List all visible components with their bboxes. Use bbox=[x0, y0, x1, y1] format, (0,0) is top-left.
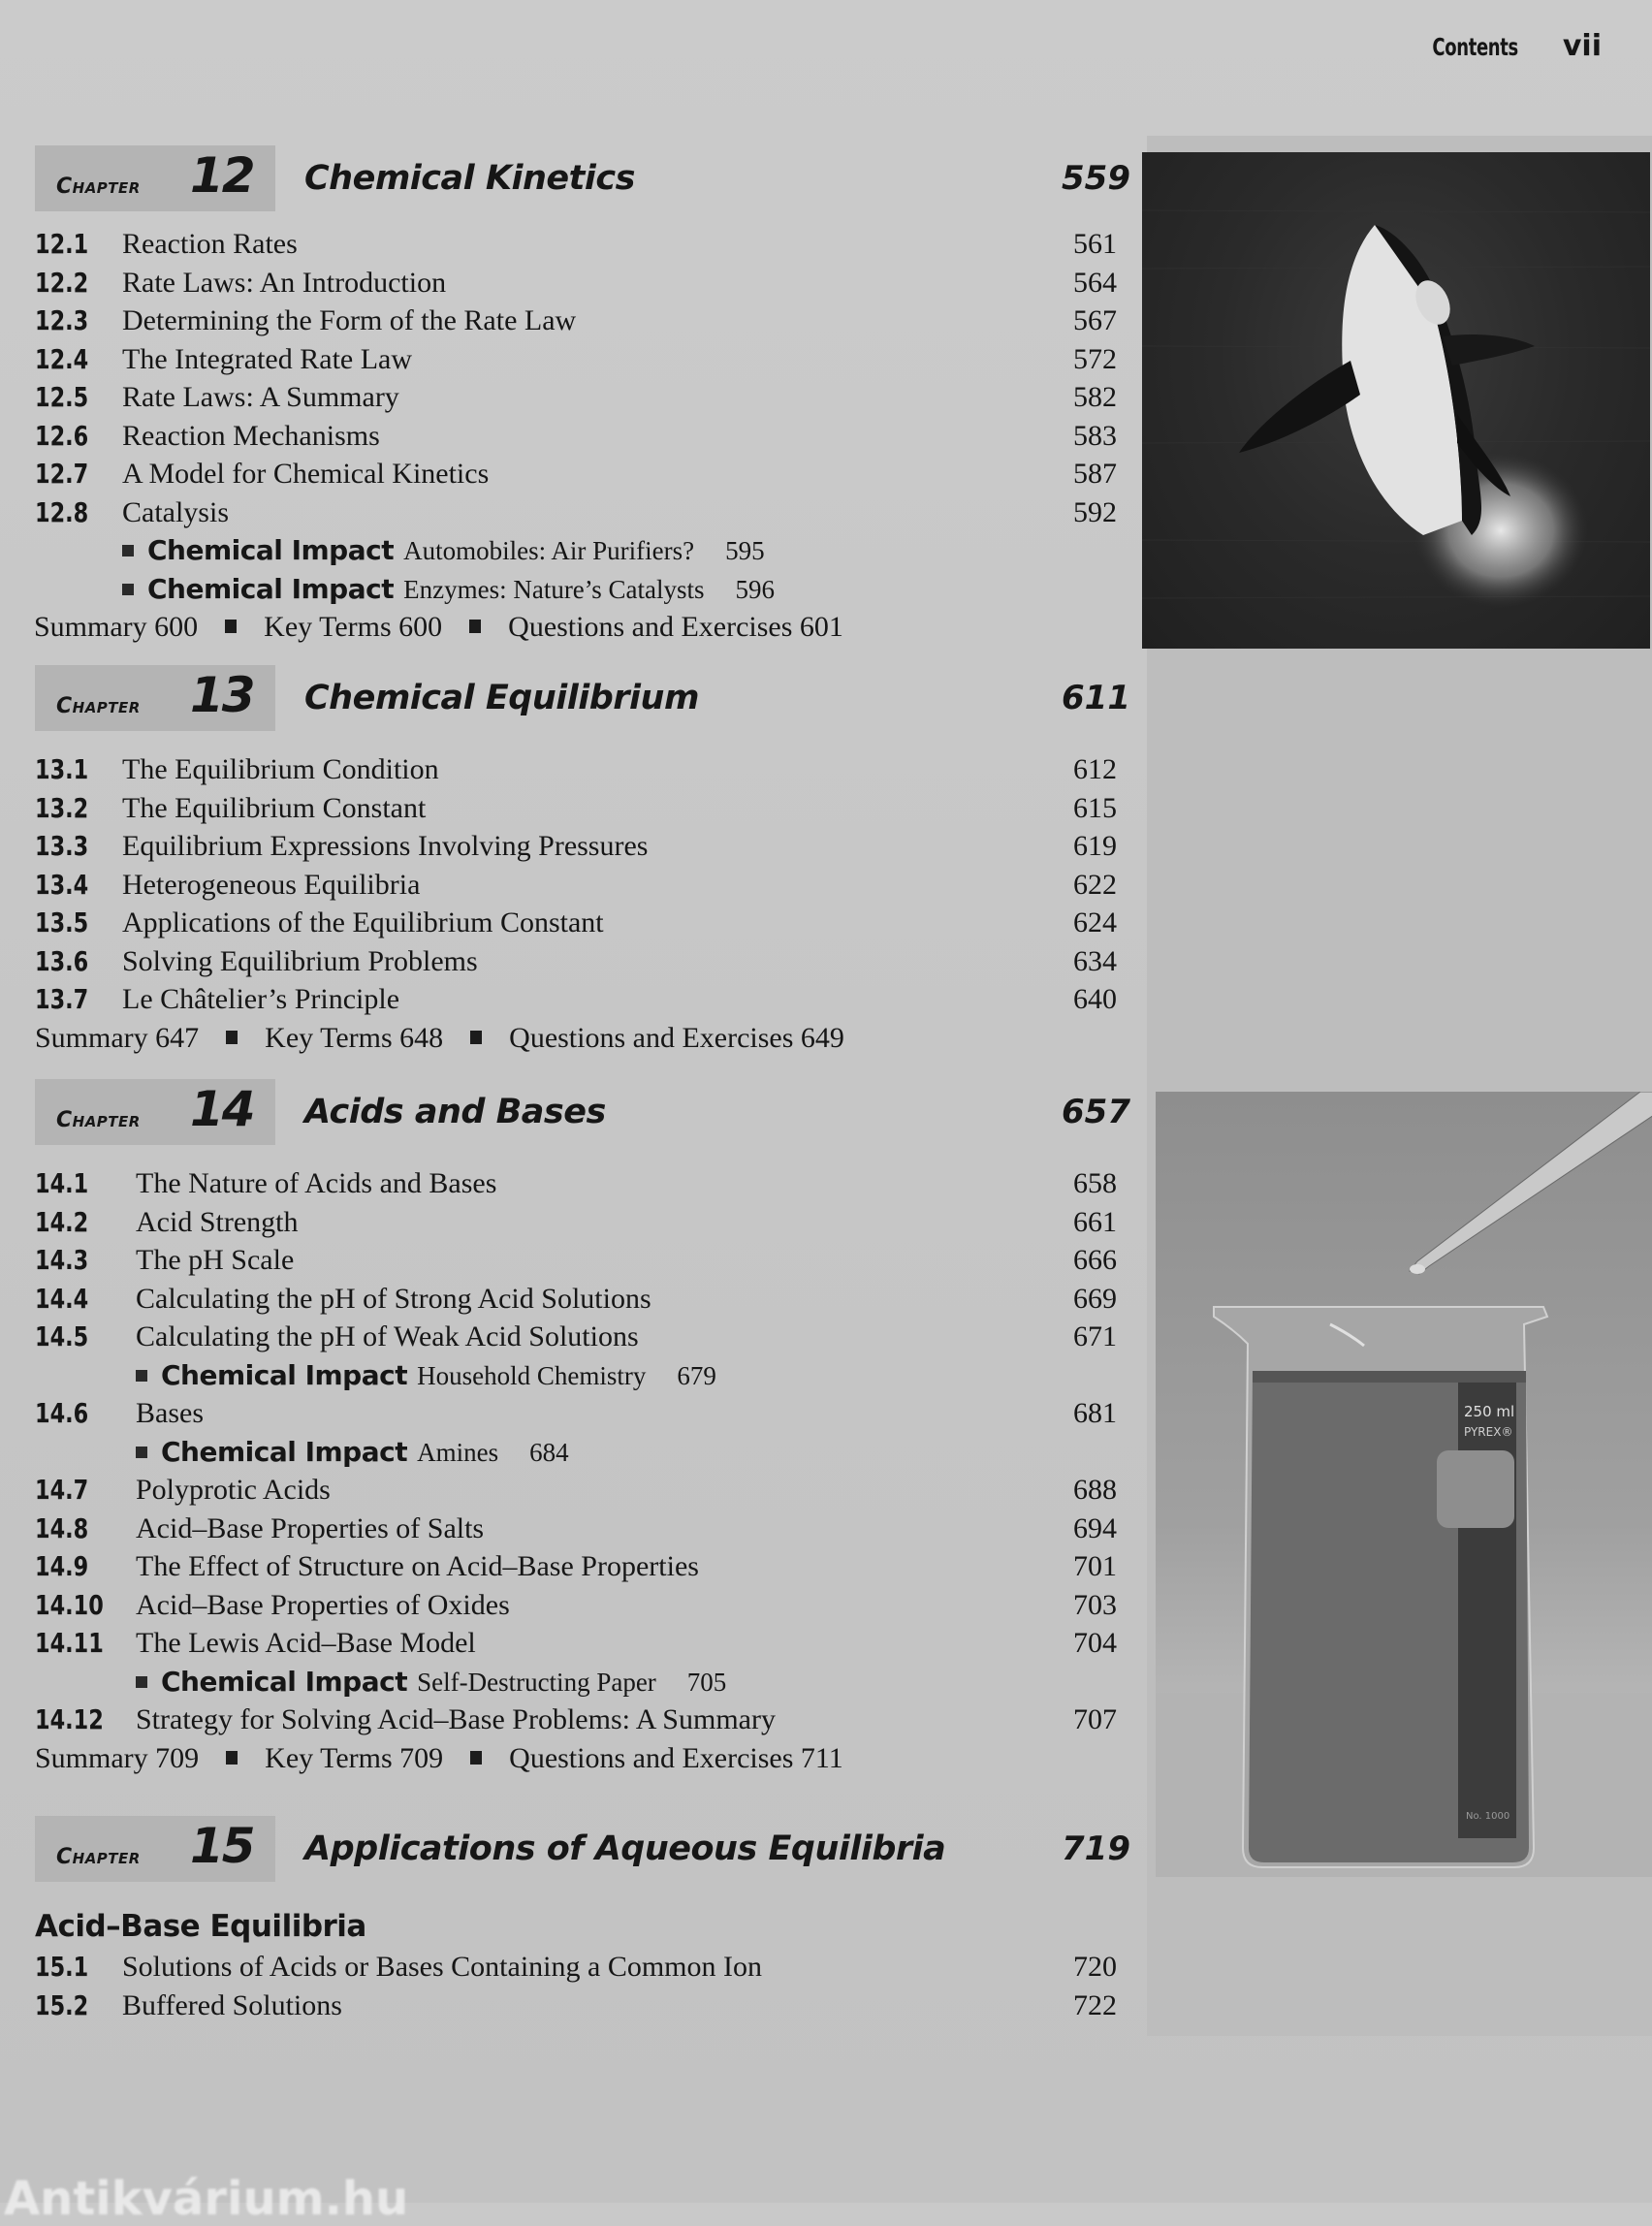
key-terms-page: 709 bbox=[399, 1741, 444, 1774]
section-title: Applications of the Equilibrium Constant bbox=[122, 906, 604, 938]
beaker-brand-label: PYREX® bbox=[1464, 1425, 1513, 1439]
chapter-title: Acids and Bases bbox=[304, 1093, 606, 1131]
section-number: 12.8 bbox=[35, 495, 89, 528]
section-number: 13.4 bbox=[35, 868, 89, 901]
toc-entry[interactable] bbox=[35, 417, 1130, 456]
toc-entry[interactable] bbox=[35, 942, 1130, 981]
chapter-number: 12 bbox=[190, 147, 254, 204]
toc-entry[interactable] bbox=[35, 1701, 1130, 1739]
section-title: Acid Strength bbox=[136, 1205, 299, 1238]
chapter-summary-line bbox=[35, 1019, 1130, 1058]
impact-title: Enzymes: Nature’s Catalysts bbox=[403, 574, 705, 604]
section-number: 14.12 bbox=[35, 1703, 104, 1735]
toc-entry[interactable] bbox=[35, 1948, 1130, 1987]
section-page: 587 bbox=[1073, 458, 1117, 490]
section-title: Calculating the pH of Weak Acid Solutions bbox=[136, 1320, 639, 1352]
section-page: 703 bbox=[1073, 1588, 1117, 1621]
section-title: Solutions of Acids or Bases Containing a Common Ion bbox=[122, 1951, 762, 1983]
chapter-heading[interactable] bbox=[35, 1079, 1130, 1147]
section-title: Reaction Mechanisms bbox=[122, 419, 380, 452]
questions-link[interactable]: Questions and Exercises bbox=[509, 1021, 794, 1054]
chapter-title: Chemical Kinetics bbox=[304, 159, 635, 198]
section-number: 12.5 bbox=[35, 381, 89, 413]
impact-title: Self-Destructing Paper bbox=[417, 1667, 656, 1697]
section-title: Buffered Solutions bbox=[122, 1988, 342, 2021]
summary-page: 709 bbox=[155, 1741, 200, 1774]
section-title: Bases bbox=[136, 1397, 204, 1429]
impact-label: Chemical Impact bbox=[147, 534, 395, 566]
section-page: 669 bbox=[1073, 1282, 1117, 1315]
section-number: 13.1 bbox=[35, 753, 89, 785]
toc-entry[interactable] bbox=[35, 1164, 1130, 1203]
square-bullet-icon bbox=[122, 545, 134, 556]
toc-entry[interactable] bbox=[35, 493, 1130, 532]
chapter-page: 719 bbox=[1062, 1829, 1130, 1868]
square-separator-icon bbox=[470, 1751, 482, 1765]
chapter-12 bbox=[35, 145, 1130, 647]
square-bullet-icon bbox=[136, 1447, 147, 1458]
running-head-title: Contents bbox=[1432, 33, 1518, 61]
section-number: 14.4 bbox=[35, 1282, 89, 1315]
section-number: 15.2 bbox=[35, 1988, 89, 2021]
section-number: 14.3 bbox=[35, 1244, 89, 1276]
section-number: 15.1 bbox=[35, 1951, 89, 1983]
toc-entry[interactable] bbox=[35, 1510, 1130, 1548]
chapter-15 bbox=[35, 1816, 1130, 2024]
toc-entry[interactable] bbox=[35, 904, 1130, 942]
section-title: Determining the Form of the Rate Law bbox=[122, 304, 577, 336]
chapter-label: Chapter bbox=[56, 175, 141, 199]
chapter-14 bbox=[35, 1079, 1130, 1778]
toc-entry[interactable] bbox=[35, 1624, 1130, 1663]
section-page: 612 bbox=[1073, 753, 1117, 785]
impact-title: Amines bbox=[417, 1437, 499, 1467]
beaker-with-pipette-icon bbox=[1156, 1092, 1652, 1877]
square-separator-icon bbox=[226, 1031, 238, 1044]
key-terms-link[interactable]: Key Terms bbox=[264, 611, 392, 643]
square-bullet-icon bbox=[136, 1676, 147, 1688]
summary-page: 647 bbox=[155, 1021, 200, 1054]
section-number: 14.6 bbox=[35, 1397, 89, 1429]
impact-label: Chemical Impact bbox=[161, 1665, 408, 1698]
section-number: 13.5 bbox=[35, 906, 89, 938]
summary-link[interactable]: Summary bbox=[35, 1741, 148, 1774]
section-title: The Lewis Acid–Base Model bbox=[136, 1627, 476, 1659]
questions-link[interactable]: Questions and Exercises bbox=[508, 611, 793, 643]
section-page: 583 bbox=[1073, 419, 1117, 452]
orca-illustration-icon bbox=[1142, 152, 1650, 649]
toc-entry[interactable] bbox=[35, 789, 1130, 828]
section-page: 640 bbox=[1073, 983, 1117, 1015]
section-title: The Equilibrium Condition bbox=[122, 753, 439, 785]
section-title: Calculating the pH of Strong Acid Solutions bbox=[136, 1282, 651, 1315]
key-terms-link[interactable]: Key Terms bbox=[265, 1021, 393, 1054]
section-title: Strategy for Solving Acid–Base Problems: A Summary bbox=[136, 1703, 776, 1735]
chemical-impact-entry[interactable] bbox=[35, 1663, 1130, 1701]
section-number: 13.7 bbox=[35, 983, 89, 1015]
chapter-13 bbox=[35, 665, 1130, 1058]
section-number: 12.3 bbox=[35, 304, 89, 336]
section-title: The pH Scale bbox=[136, 1244, 295, 1276]
chapter-summary-line bbox=[34, 608, 1130, 647]
section-number: 14.10 bbox=[35, 1588, 104, 1621]
section-title: The Effect of Structure on Acid–Base Properties bbox=[136, 1550, 699, 1582]
chapter-page: 559 bbox=[1062, 159, 1130, 198]
running-head bbox=[1399, 29, 1602, 63]
section-title: Polyprotic Acids bbox=[136, 1474, 331, 1506]
toc-entry[interactable] bbox=[35, 980, 1130, 1019]
toc-entry[interactable] bbox=[35, 378, 1130, 417]
section-number: 12.1 bbox=[35, 228, 89, 260]
questions-link[interactable]: Questions and Exercises bbox=[509, 1741, 794, 1774]
toc-entry[interactable] bbox=[35, 1394, 1130, 1433]
section-number: 12.6 bbox=[35, 419, 89, 452]
chapter-number: 14 bbox=[190, 1081, 254, 1137]
impact-title: Household Chemistry bbox=[417, 1360, 647, 1390]
toc-entry[interactable] bbox=[35, 264, 1130, 302]
impact-page: 595 bbox=[725, 536, 765, 565]
chemical-impact-entry[interactable] bbox=[35, 531, 1130, 570]
questions-page: 649 bbox=[800, 1021, 844, 1054]
section-page: 564 bbox=[1073, 266, 1117, 299]
square-separator-icon bbox=[225, 620, 237, 633]
toc-entry[interactable] bbox=[35, 1241, 1130, 1280]
section-page: 582 bbox=[1073, 381, 1117, 413]
toc-entry[interactable] bbox=[35, 1547, 1130, 1586]
section-page: 658 bbox=[1073, 1167, 1117, 1199]
page-number: vii bbox=[1562, 29, 1602, 63]
section-title: Reaction Rates bbox=[122, 228, 298, 260]
chapter-label: Chapter bbox=[56, 1108, 141, 1132]
section-number: 14.2 bbox=[35, 1205, 89, 1238]
chemical-impact-entry[interactable] bbox=[35, 570, 1130, 609]
section-number: 13.2 bbox=[35, 791, 89, 824]
toc-entry[interactable] bbox=[35, 750, 1130, 789]
impact-page: 679 bbox=[677, 1360, 716, 1390]
beaker-photo bbox=[1156, 1092, 1652, 1877]
questions-page: 711 bbox=[800, 1741, 843, 1774]
section-page: 567 bbox=[1073, 304, 1117, 336]
impact-label: Chemical Impact bbox=[147, 572, 395, 605]
chapter-title: Chemical Equilibrium bbox=[304, 679, 699, 717]
section-page: 671 bbox=[1073, 1320, 1117, 1352]
chemical-impact-entry[interactable] bbox=[35, 1356, 1130, 1395]
beaker-volume-label: 250 ml bbox=[1464, 1403, 1515, 1420]
square-separator-icon bbox=[469, 620, 481, 633]
section-title: Le Châtelier’s Principle bbox=[122, 983, 400, 1015]
toc-entry[interactable] bbox=[35, 1586, 1130, 1625]
section-page: 634 bbox=[1073, 944, 1117, 977]
toc-entry[interactable] bbox=[35, 1280, 1130, 1319]
section-number: 14.7 bbox=[35, 1474, 89, 1506]
chapter-number: 15 bbox=[190, 1818, 254, 1874]
key-terms-link[interactable]: Key Terms bbox=[265, 1741, 393, 1774]
summary-page: 600 bbox=[154, 611, 199, 643]
section-title: Catalysis bbox=[122, 495, 229, 528]
section-number: 14.1 bbox=[35, 1167, 89, 1199]
square-separator-icon bbox=[226, 1751, 238, 1765]
toc-entry[interactable] bbox=[35, 827, 1130, 866]
square-bullet-icon bbox=[122, 584, 134, 595]
section-page: 681 bbox=[1073, 1397, 1117, 1429]
chapter-heading[interactable] bbox=[35, 145, 1130, 213]
section-number: 12.7 bbox=[35, 458, 89, 490]
section-page: 592 bbox=[1073, 495, 1117, 528]
beaker-part-label: No. 1000 bbox=[1466, 1811, 1510, 1822]
section-title: Equilibrium Expressions Involving Pressures bbox=[122, 830, 649, 862]
section-title: The Equilibrium Constant bbox=[122, 791, 427, 824]
section-page: 572 bbox=[1073, 342, 1117, 375]
chapter-label: Chapter bbox=[56, 1845, 141, 1869]
section-title: Solving Equilibrium Problems bbox=[122, 944, 478, 977]
watermark: Antikvárium.hu bbox=[4, 2172, 409, 2226]
chapter-page: 657 bbox=[1062, 1093, 1130, 1131]
section-page: 624 bbox=[1073, 906, 1117, 938]
chapter-number: 13 bbox=[190, 667, 254, 723]
section-page: 688 bbox=[1073, 1474, 1117, 1506]
impact-page: 684 bbox=[529, 1437, 569, 1467]
impact-title: Automobiles: Air Purifiers? bbox=[403, 536, 695, 565]
section-title: Rate Laws: An Introduction bbox=[122, 266, 447, 299]
section-number: 13.6 bbox=[35, 944, 89, 977]
toc-entry[interactable] bbox=[35, 340, 1130, 379]
section-number: 13.3 bbox=[35, 830, 89, 862]
toc-entry[interactable] bbox=[35, 1318, 1130, 1356]
section-page: 704 bbox=[1073, 1627, 1117, 1659]
section-title: The Integrated Rate Law bbox=[122, 342, 413, 375]
section-title: Acid–Base Properties of Salts bbox=[136, 1511, 485, 1544]
chapter-heading[interactable] bbox=[35, 665, 1130, 733]
toc-entry[interactable] bbox=[35, 1203, 1130, 1242]
toc-entry[interactable] bbox=[35, 1987, 1130, 2025]
toc-entry[interactable] bbox=[35, 225, 1130, 264]
section-page: 694 bbox=[1073, 1511, 1117, 1544]
section-number: 14.8 bbox=[35, 1511, 89, 1544]
chemical-impact-entry[interactable] bbox=[35, 1433, 1130, 1472]
section-number: 14.5 bbox=[35, 1320, 89, 1352]
section-page: 701 bbox=[1073, 1550, 1117, 1582]
section-page: 661 bbox=[1073, 1205, 1117, 1238]
summary-link[interactable]: Summary bbox=[34, 611, 147, 643]
key-terms-page: 648 bbox=[399, 1021, 444, 1054]
toc-entry[interactable] bbox=[35, 302, 1130, 340]
section-number: 12.4 bbox=[35, 342, 89, 375]
square-bullet-icon bbox=[136, 1370, 147, 1382]
section-page: 622 bbox=[1073, 868, 1117, 901]
impact-label: Chemical Impact bbox=[161, 1435, 408, 1468]
section-title: The Nature of Acids and Bases bbox=[136, 1167, 497, 1199]
section-page: 707 bbox=[1073, 1703, 1117, 1735]
chapter-title: Applications of Aqueous Equilibria bbox=[304, 1829, 946, 1868]
section-page: 666 bbox=[1073, 1244, 1117, 1276]
toc-entry[interactable] bbox=[35, 1471, 1130, 1510]
part-heading: Acid–Base Equilibria bbox=[35, 1909, 366, 1944]
section-page: 720 bbox=[1073, 1951, 1117, 1983]
impact-page: 596 bbox=[735, 574, 776, 604]
section-page: 722 bbox=[1073, 1988, 1117, 2021]
section-number: 12.2 bbox=[35, 266, 89, 299]
impact-label: Chemical Impact bbox=[161, 1358, 408, 1391]
section-page: 619 bbox=[1073, 830, 1117, 862]
toc-entry[interactable] bbox=[35, 866, 1130, 905]
section-number: 14.9 bbox=[35, 1550, 89, 1582]
chapter-heading[interactable] bbox=[35, 1816, 1130, 1884]
square-separator-icon bbox=[470, 1031, 482, 1044]
toc-entry[interactable] bbox=[35, 455, 1130, 493]
section-title: A Model for Chemical Kinetics bbox=[122, 458, 490, 490]
section-title: Acid–Base Properties of Oxides bbox=[136, 1588, 510, 1621]
key-terms-page: 600 bbox=[398, 611, 443, 643]
impact-page: 705 bbox=[686, 1667, 727, 1697]
chapter-label: Chapter bbox=[56, 694, 141, 718]
section-title: Heterogeneous Equilibria bbox=[122, 868, 421, 901]
section-number: 14.11 bbox=[35, 1627, 104, 1659]
section-page: 615 bbox=[1073, 791, 1117, 824]
section-title: Rate Laws: A Summary bbox=[122, 381, 399, 413]
chapter-summary-line bbox=[35, 1739, 1130, 1778]
orca-photo bbox=[1142, 152, 1650, 649]
section-page: 561 bbox=[1073, 228, 1117, 260]
summary-link[interactable]: Summary bbox=[35, 1021, 148, 1054]
questions-page: 601 bbox=[799, 611, 843, 643]
chapter-page: 611 bbox=[1062, 679, 1130, 717]
